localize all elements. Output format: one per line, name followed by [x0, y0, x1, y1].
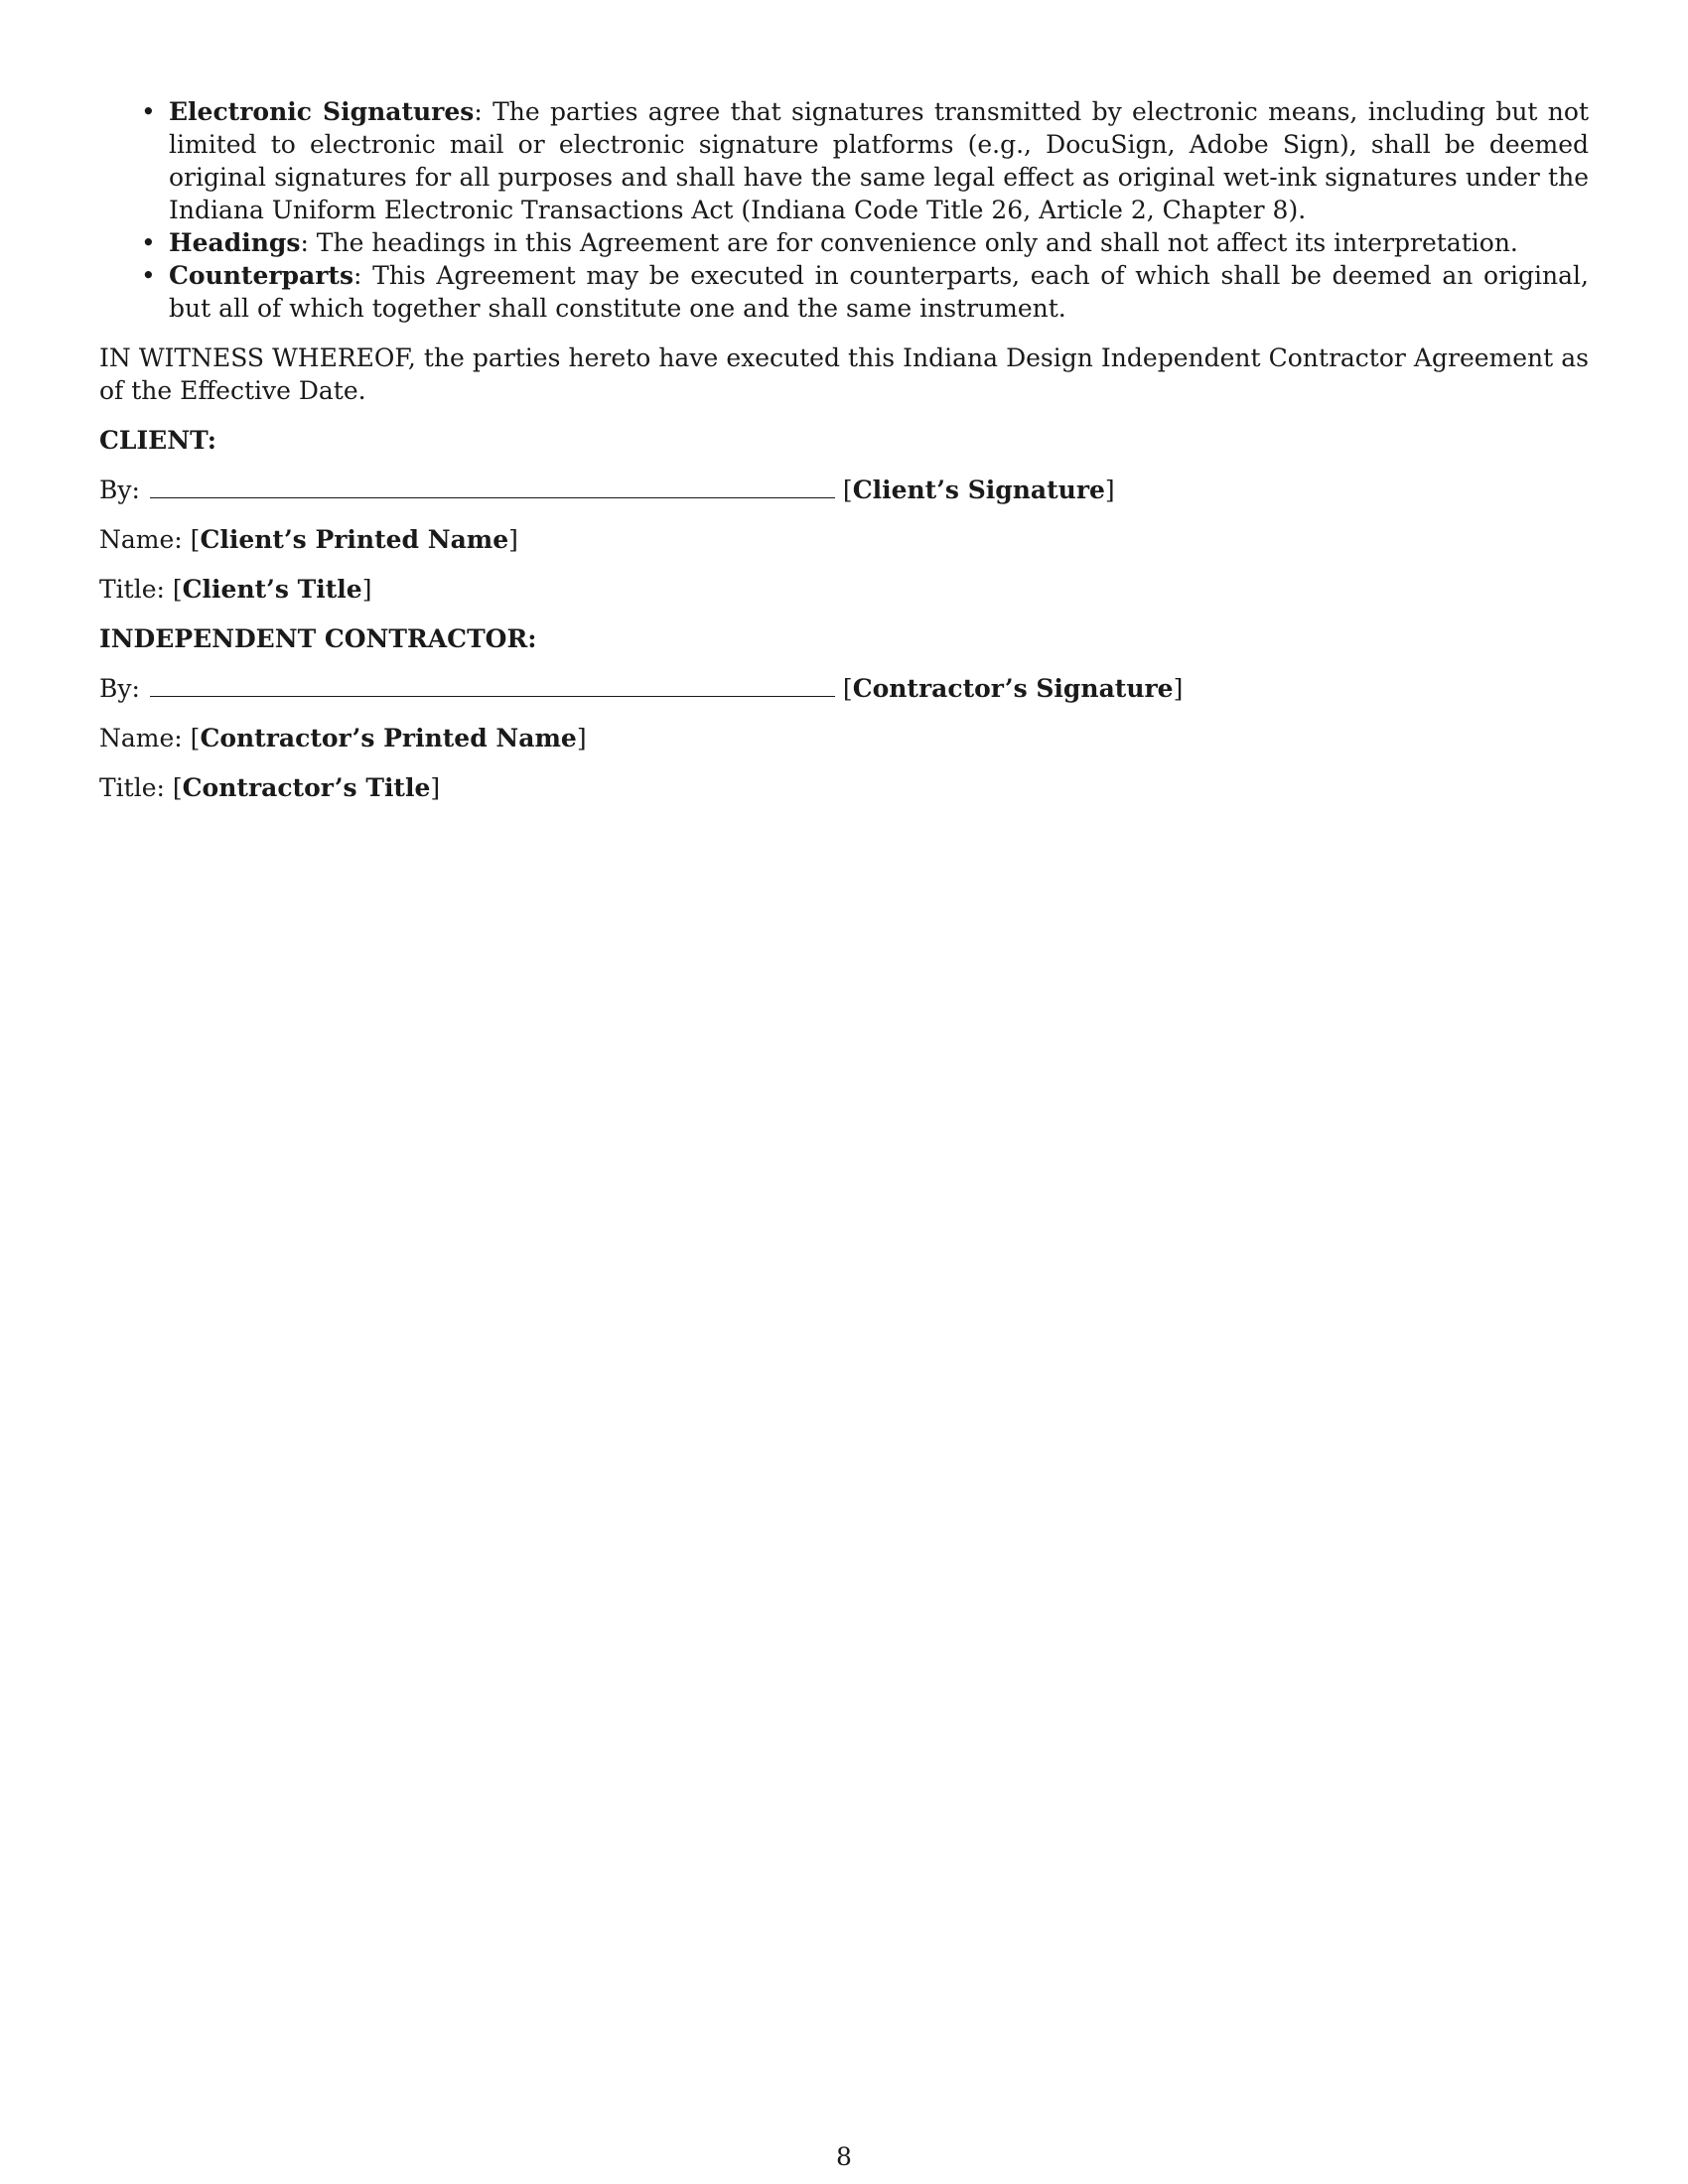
- contractor-title-text: Contractor’s Title: [182, 773, 431, 802]
- client-title-row: [99, 573, 1589, 606]
- contractor-title-label: Title:: [99, 773, 165, 802]
- contractor-title-row: [99, 771, 1589, 804]
- contractor-name-placeholder: [Contractor’s Printed Name]: [190, 724, 587, 752]
- contractor-signature-row: [99, 672, 1589, 705]
- clause-text: : The headings in this Agreement are for convenience only and shall not affect its interpretation.: [300, 228, 1518, 257]
- contractor-title-placeholder: [Contractor’s Title]: [172, 773, 441, 802]
- client-name-text: Client’s Printed Name: [200, 525, 509, 554]
- page-number: 8: [836, 2142, 852, 2171]
- client-name-label: Name:: [99, 525, 183, 554]
- client-signature-text: Client’s Signature: [852, 476, 1105, 504]
- contractor-signature-text: Contractor’s Signature: [852, 674, 1174, 703]
- document-page: [99, 95, 1589, 804]
- contractor-signature-placeholder: [Contractor’s Signature]: [842, 674, 1184, 703]
- client-by-label: By:: [99, 476, 140, 504]
- clause-electronic-signatures: [141, 95, 1589, 226]
- clause-title: Headings: [169, 228, 301, 257]
- clause-counterparts: [141, 259, 1589, 325]
- client-name-placeholder: [Client’s Printed Name]: [190, 525, 518, 554]
- contractor-heading: INDEPENDENT CONTRACTOR:: [99, 624, 537, 653]
- client-title-label: Title:: [99, 575, 165, 604]
- clause-headings: [141, 226, 1589, 259]
- client-signature-placeholder: [Client’s Signature]: [842, 476, 1115, 504]
- client-title-text: Client’s Title: [182, 575, 362, 604]
- contractor-by-label: By:: [99, 674, 140, 703]
- contractor-signature-line[interactable]: [150, 672, 835, 697]
- bullet-icon: •: [141, 261, 156, 290]
- client-heading: CLIENT:: [99, 426, 217, 455]
- client-name-row: [99, 523, 1589, 556]
- contractor-name-label: Name:: [99, 724, 183, 752]
- bullet-icon: •: [141, 228, 156, 257]
- contractor-name-row: [99, 722, 1589, 754]
- clause-text: : This Agreement may be executed in counterparts, each of which shall be deemed an original, but all of which together shall constitute one and the same instrument.: [169, 261, 1589, 323]
- client-signature-line[interactable]: [150, 474, 835, 498]
- contractor-name-text: Contractor’s Printed Name: [200, 724, 577, 752]
- bullet-icon: •: [141, 97, 156, 126]
- clause-list: [99, 95, 1589, 325]
- client-signature-row: [99, 474, 1589, 506]
- clause-title: Counterparts: [169, 261, 354, 290]
- witness-paragraph: IN WITNESS WHEREOF, the parties hereto have executed this Indiana Design Independent Contractor Agreement as of the Effective Date.: [99, 343, 1589, 405]
- client-title-placeholder: [Client’s Title]: [172, 575, 372, 604]
- clause-text: : The parties agree that signatures transmitted by electronic means, including but not limited to electronic mail or electronic signature platforms (e.g., DocuSign, Adobe Sign), shall be deemed original signatures for all purposes and shall have the same legal effect as original wet-ink signatures under the Indiana Uniform Electronic Transactions Act (Indiana Code Title 26, Article 2, Chapter 8).: [169, 97, 1589, 224]
- clause-title: Electronic Signatures: [169, 97, 475, 126]
